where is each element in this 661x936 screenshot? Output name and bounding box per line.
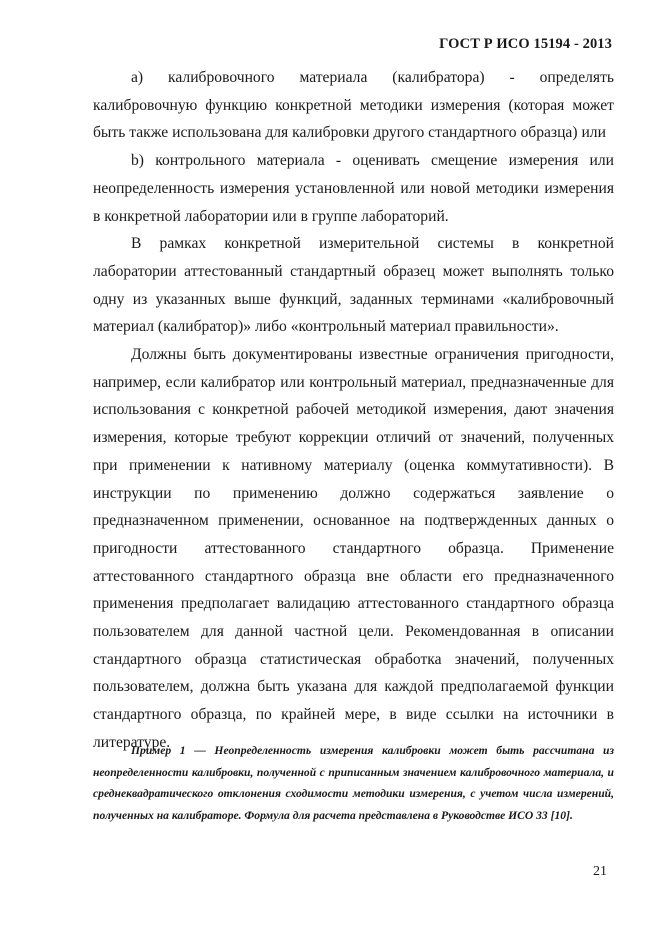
paragraph-item-b: b) контрольного материала - оценивать смещение измерения или неопределенность измерения установленной или новой методики измерения в конкретной лаборатории или в группе лабораторий. (93, 152, 614, 225)
page-number: 21 (593, 864, 607, 879)
paragraph-measurement-system: В рамках конкретной измерительной системы в конкретной лаборатории аттестованный стандартный образец может выполнять только одну из указанных выше функций, заданных терминами «калибровочный материал (калибратор)» либо «контрольный материал правильности». (93, 235, 614, 336)
document-header: ГОСТ Р ИСО 15194 - 2013 (439, 36, 612, 52)
paragraph-limitations: Должны быть документированы известные ограничения пригодности, например, если калибратор или контрольный материал, предназначенные для использования с конкретной рабочей методикой измерения, дают значения измерения, которые требуют коррекции отличий от значений, полученных при применении к нативному материалу (оценка коммутативности). В инструкции по применению должно содержаться заявление о предназначенном применении, основанное на подтвержденных данных о пригодности аттестованного стандартного образца. Применение аттестованного стандартного образца вне области его предназначенного применения предполагает валидацию аттестованного стандартного образца пользователем для данной частной цели. Рекомендованная в описании стандартного образца статистическая обработка значений, полученных пользователем, должна быть указана для каждой предполагаемой функции стандартного образца, по крайней мере, в виде ссылки на источники в литературе. (93, 346, 614, 751)
document-body (93, 64, 614, 757)
paragraph-item-a: a) калибровочного материала (калибратора) - определять калибровочную функцию конкретной методики измерения (которая может быть также использована для калибровки другого стандартного образца) или (93, 69, 614, 142)
example-note: Пример 1 — Неопределенность измерения калибровки может быть рассчитана из неопределенности калибровки, полученной с приписанным значением калибровочного материала, и среднеквадратического отклонения сходимости методики измерения, с учетом числа измерений, полученных на калибраторе. Формула для расчета представлена в Руководстве ИСО 33 [10]. (93, 744, 614, 822)
